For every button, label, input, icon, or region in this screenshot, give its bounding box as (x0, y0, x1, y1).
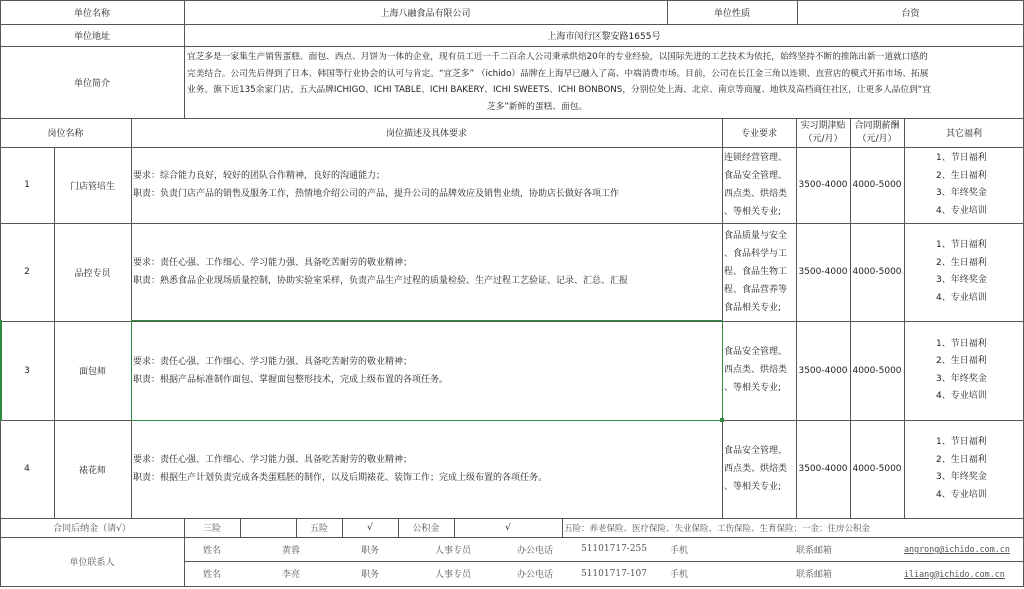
address-label: 单位地址 (73, 31, 110, 42)
major-line: 食品安全管理、 (724, 171, 788, 181)
intern-pay-header-line2: （元/月） (803, 133, 843, 144)
benefit-item: 3、年终奖金 (936, 188, 987, 198)
job-number: 1 (24, 180, 30, 190)
contract-pay-header-line2: （元/月） (857, 133, 897, 144)
benefit-item: 1、节日福利 (936, 437, 987, 447)
intro-text (187, 49, 1023, 117)
benefit-item: 3、年终奖金 (936, 275, 987, 285)
benefit-item: 3、年终奖金 (936, 472, 987, 482)
contact-email[interactable]: iliang@ichido.com.cn (904, 568, 1005, 579)
job-requirement: 要求：责任心强、工作细心、学习能力强、具备吃苦耐劳的敬业精神； (133, 356, 413, 367)
job-requirement: 要求：责任心强、工作细心、学习能力强、具备吃苦耐劳的敬业精神； (133, 455, 413, 465)
major-line: 、食品科学与工 (724, 249, 788, 259)
contact-phone: 51101717-255 (580, 544, 648, 554)
job-requirement: 要求：综合能力良好，较好的团队合作精神，良好的沟通能力； (133, 171, 386, 181)
job-duty: 职责：熟悉食品企业现场质量控制，协助实验室采样，负责产品生产过程的质量检验、生产过程工艺验证、记录、汇总、汇报 (133, 276, 629, 286)
benefit-item: 3、年终奖金 (936, 373, 987, 384)
unit-nature-label: 单位性质 (713, 8, 750, 19)
contact-name: 李亮 (281, 570, 300, 580)
address-value: 上海市闵行区黎安路1655号 (547, 31, 661, 42)
benefit-item: 4、专业培训 (936, 391, 987, 401)
job-number: 3 (24, 365, 30, 376)
contact-position-label: 职务 (360, 570, 379, 580)
col-header-contract-pay (850, 118, 904, 147)
job-number: 2 (24, 267, 30, 277)
job-intern-pay: 3500-4000 (798, 180, 848, 190)
contact-mobile-label: 手机 (670, 545, 689, 556)
col-header-intern-pay (796, 118, 850, 147)
job-title: 面包师 (78, 367, 106, 377)
job-contract-pay: 4000-5000 (852, 464, 902, 474)
major-line: 食品质量与安全 (724, 231, 788, 241)
job-benefits (904, 223, 1024, 321)
contact-position: 人事专员 (434, 570, 471, 580)
job-contract-pay: 4000-5000 (852, 267, 902, 277)
intro-line: 完美结合。公司先后得到了日本、韩国等行业协会的认可与肯定。“宜芝多” （ichido）品牌在上海早已融入了高、中端消费市场。目前，公司在长江金三角以连锁、直营店的模式开拓市场、拓展 (187, 68, 929, 79)
benefit-item: 2、生日福利 (936, 454, 987, 465)
contact-position-label: 职务 (360, 545, 379, 556)
job-description (133, 147, 721, 223)
col-header-benefits: 其它福利 (945, 129, 982, 139)
major-line: 西点类、烘焙类 (724, 365, 788, 375)
contact-mobile (718, 561, 766, 586)
major-line: 程、食品生物工 (724, 267, 788, 277)
unit-nature-value: 台资 (901, 8, 920, 19)
contact-email-label: 联系邮箱 (795, 570, 832, 580)
job-description (133, 420, 721, 518)
job-benefits (904, 321, 1024, 420)
benefit-item: 4、专业培训 (936, 205, 987, 216)
benefit-item: 4、专业培训 (936, 292, 987, 303)
col-header-major: 专业要求 (740, 129, 777, 139)
col-header-description: 岗位描述及具体要求 (385, 129, 467, 139)
job-description (133, 223, 721, 321)
major-line: 程、食品营养等 (724, 285, 788, 295)
major-line: 食品安全管理、 (724, 446, 788, 456)
three-insurance-label: 三险 (202, 524, 221, 534)
job-intern-pay: 3500-4000 (798, 267, 848, 277)
major-line: 食品相关专业; (724, 303, 782, 313)
five-insurance-check[interactable]: √ (367, 522, 373, 533)
insurance-label: 合同后纳金（请√） (53, 524, 131, 534)
major-line: 食品安全管理、 (724, 347, 788, 357)
housing-fund-check[interactable]: √ (505, 522, 511, 533)
job-duty: 职责：根据产品标准制作面包、掌握面包整形技术，完成上级布置的各项任务。 (133, 374, 449, 385)
major-line: 西点类、烘焙类 (724, 464, 788, 474)
job-major (724, 227, 796, 321)
intro-line: 宜芝多是一家集生产销售蛋糕、面包、西点、月饼为一体的企业，现有员工近一千二百余人公司秉承烘焙20年的专业经验，以国际先进的工艺技术为依托，始终坚持不断的推陈出新一道就口感的 (187, 52, 928, 62)
job-benefits (904, 420, 1024, 518)
job-title: 裱花师 (78, 465, 106, 476)
unit-name-label: 单位名称 (73, 8, 110, 19)
job-major (724, 442, 796, 518)
contact-name: 黄蓉 (281, 545, 300, 556)
major-line: 连锁经营管理、 (724, 153, 788, 163)
job-title: 门店管培生 (69, 181, 115, 192)
selection-handle[interactable] (720, 418, 724, 422)
contact-phone-label: 办公电话 (516, 545, 553, 556)
five-insurance-label: 五险 (309, 524, 328, 534)
benefit-item: 2、生日福利 (936, 356, 987, 366)
three-insurance-check[interactable] (240, 518, 296, 537)
benefit-item: 1、节日福利 (936, 153, 987, 163)
job-contract-pay: 4000-5000 (852, 365, 902, 376)
job-number: 4 (24, 464, 30, 474)
contact-email[interactable]: angrong@ichido.com.cn (904, 544, 1010, 554)
job-major (724, 343, 796, 420)
row-3-indicator (0, 320, 2, 421)
contract-pay-header-line1: 合同期薪酬 (854, 120, 900, 131)
job-intern-pay: 3500-4000 (798, 365, 848, 376)
job-intern-pay: 3500-4000 (798, 464, 848, 474)
contact-email-label: 联系邮箱 (795, 545, 832, 556)
job-duty: 职责：根据生产计划负责完成各类蛋糕胚的制作，以及后期裱花、装饰工作；完成上级布置的各项任务。 (133, 473, 548, 483)
housing-fund-label: 公积金 (412, 524, 440, 534)
major-line: 西点类、烘焙类 (724, 189, 788, 199)
insurance-note: 五险：养老保险、医疗保险、失业保险、工伤保险、生育保险；一金：住房公积金 (564, 523, 871, 534)
contact-phone-label: 办公电话 (516, 570, 553, 580)
benefit-item: 2、生日福利 (936, 170, 987, 181)
benefit-item: 4、专业培训 (936, 489, 987, 500)
benefit-item: 1、节日福利 (936, 240, 987, 250)
contacts-label: 单位联系人 (69, 558, 115, 568)
intern-pay-header-line1: 实习期津贴 (800, 120, 846, 131)
contact-mobile (718, 537, 766, 561)
benefit-item: 2、生日福利 (936, 257, 987, 268)
unit-name-value: 上海八融食品有限公司 (380, 8, 471, 19)
contact-name-label: 姓名 (202, 545, 221, 556)
contact-name-label: 姓名 (202, 570, 221, 580)
contact-phone: 51101717-107 (580, 568, 648, 579)
major-line: 、等相关专业; (724, 383, 782, 393)
job-benefits (904, 147, 1024, 223)
col-header-position: 岗位名称 (47, 129, 84, 139)
job-contract-pay: 4000-5000 (852, 180, 902, 190)
job-title: 品控专员 (74, 268, 111, 279)
contact-mobile-label: 手机 (670, 570, 689, 580)
major-line: 、等相关专业; (724, 482, 782, 492)
intro-line: 业务。旗下近135余家门店，五大品牌ICHIGO、ICHI TABLE、ICHI BAKERY、ICHI SWEETS、ICHI BONBONS，分别位处上海、北京、南京等商厦、地铁及高档商住社区，让更多人品位到“宜 (187, 85, 931, 95)
major-line: 、等相关专业; (724, 207, 782, 217)
job-requirement: 要求：责任心强、工作细心、学习能力强、具备吃苦耐劳的敬业精神； (133, 258, 413, 268)
intro-label: 单位简介 (73, 78, 110, 89)
job-major (724, 149, 796, 223)
benefit-item: 1、节日福利 (936, 338, 987, 349)
intro-line: 芝多”新鲜的蛋糕、面包。 (487, 101, 588, 112)
job-duty: 职责：负责门店产品的销售及服务工作，热情地介绍公司的产品，提升公司的品牌效应及销售业绩，协助店长做好各项工作 (133, 189, 620, 199)
selected-cell-outline (131, 320, 723, 421)
contact-position: 人事专员 (434, 545, 471, 556)
